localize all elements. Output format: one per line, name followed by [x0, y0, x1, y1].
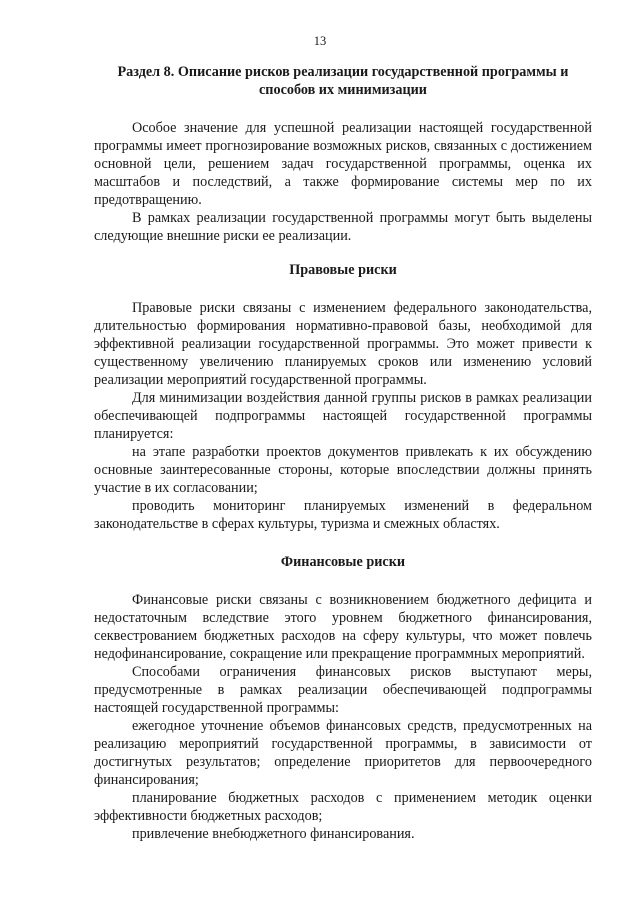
financial-risks-heading: Финансовые риски [280, 554, 406, 570]
financial-risks-paragraph: Финансовые риски связаны с возникновением бюджетного дефицита и недостаточным вследствие этого уровнем бюджетного финансирования, секвестрованием бюджетных расходов на сферу культуры, что может повлечь недофинансирование, сокращение или прекращение программных мероприятий. [94, 592, 592, 662]
financial-risks-measure: планирование бюджетных расходов с применением методик оценки эффективности бюджетных расходов; [94, 790, 592, 824]
page-number: 13 [313, 34, 327, 48]
financial-risks-measure: ежегодное уточнение объемов финансовых средств, предусмотренных на реализацию мероприятий государственной программы, в зависимости от достигнутых результатов; определение приоритетов для первоочередного финансирования; [94, 718, 592, 788]
legal-risks-measure: проводить мониторинг планируемых изменений в федеральном законодательстве в сферах культуры, туризма и смежных областях. [94, 498, 592, 532]
financial-risks-paragraph: Способами ограничения финансовых рисков выступают меры, предусмотренные в рамках реализации обеспечивающей подпрограммы настоящей государственной программы: [94, 664, 592, 716]
section-title: Раздел 8. Описание рисков реализации государственной программы и способов их минимизации [117, 64, 569, 98]
intro-paragraph: В рамках реализации государственной программы могут быть выделены следующие внешние риски ее реализации. [94, 210, 592, 244]
page-content [94, 63, 592, 843]
legal-risks-paragraph: Для минимизации воздействия данной группы рисков в рамках реализации обеспечивающей подпрограммы настоящей государственной программы планируется: [94, 390, 592, 442]
intro-paragraph: Особое значение для успешной реализации настоящей государственной программы имеет прогнозирование возможных рисков, связанных с достижением основной цели, решением задач государственной программы, оценка их масштабов и последствий, а также формирование системы мер по их предотвращению. [94, 120, 592, 208]
legal-risks-heading: Правовые риски [289, 262, 397, 278]
legal-risks-measure: на этапе разработки проектов документов привлекать к их обсуждению основные заинтересованные стороны, которые впоследствии должны принять участие в их согласовании; [94, 444, 592, 496]
legal-risks-paragraph: Правовые риски связаны с изменением федерального законодательства, длительностью формирования нормативно-правовой базы, необходимой для эффективной реализации государственной программы. Это может привести к существенному увеличению планируемых сроков или изменению условий реализации мероприятий государственной программы. [94, 300, 592, 388]
financial-risks-measure: привлечение внебюджетного финансирования. [132, 826, 415, 842]
